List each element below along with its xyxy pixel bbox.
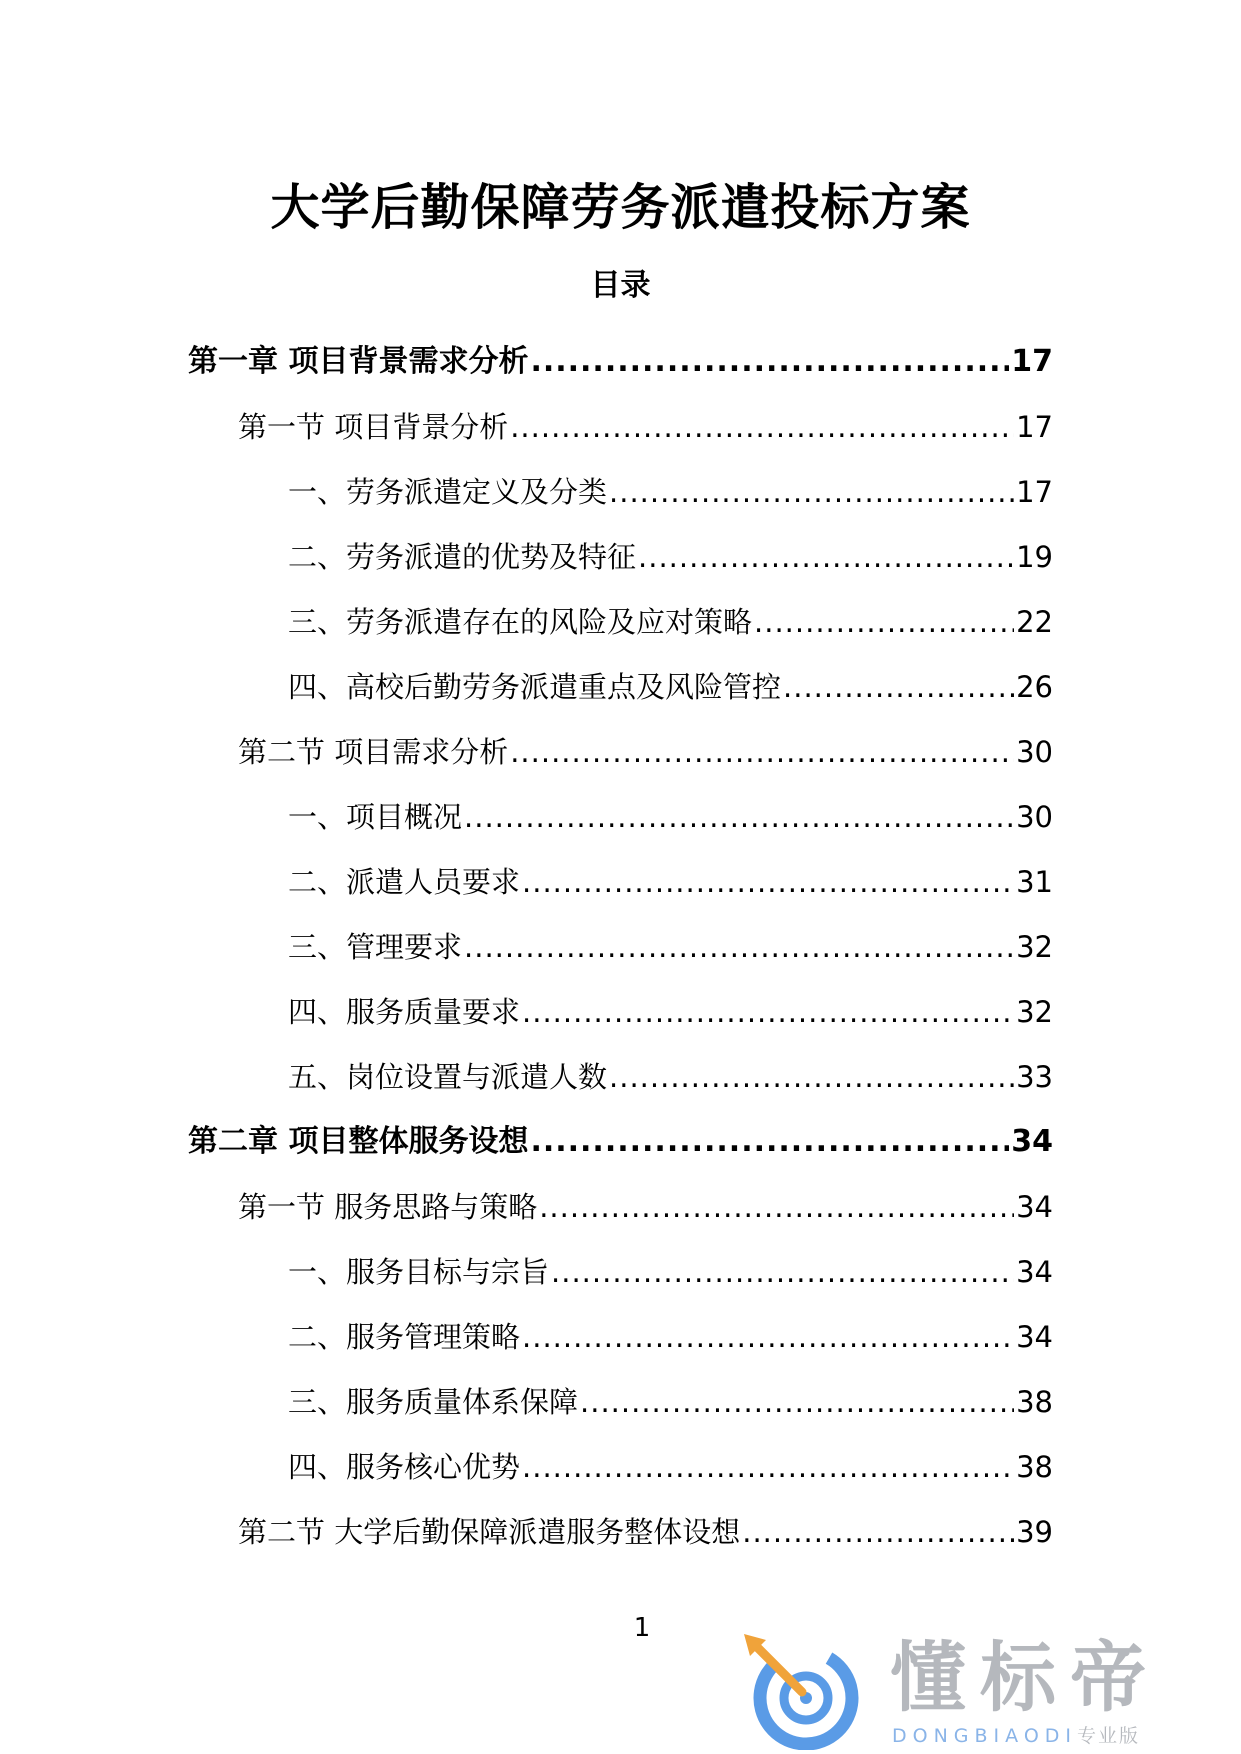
- toc-entry-page: 38: [1016, 1449, 1053, 1484]
- toc-dot-leader: [522, 992, 1014, 1032]
- toc-entry-page: 30: [1016, 799, 1053, 834]
- toc-dot-leader: [638, 537, 1014, 577]
- toc-dot-leader: [754, 602, 1014, 642]
- toc-entry-page: 33: [1016, 1059, 1053, 1094]
- toc-entry[interactable]: [188, 914, 1053, 979]
- toc-heading: 目录: [590, 268, 651, 303]
- toc-entry-title: 第二章 项目整体服务设想: [188, 1123, 529, 1159]
- toc-entry-page: 31: [1016, 864, 1053, 899]
- toc-entry-page: 39: [1016, 1514, 1053, 1549]
- toc-dot-leader: [539, 1187, 1014, 1227]
- watermark-edition: 专业版: [1077, 1725, 1141, 1747]
- toc-entry[interactable]: [188, 979, 1053, 1044]
- toc-dot-leader: [530, 1122, 1009, 1162]
- toc-entry[interactable]: [188, 849, 1053, 914]
- toc-entry-page: 34: [1016, 1189, 1053, 1224]
- toc-entry-page: 17: [1011, 343, 1053, 379]
- toc-entry-title: 四、高校后勤劳务派遣重点及风险管控: [288, 669, 782, 704]
- toc-dot-leader: [609, 1057, 1014, 1097]
- toc-dot-leader: [783, 667, 1014, 707]
- toc-entry-title: 第一节 服务思路与策略: [238, 1189, 538, 1224]
- toc-entry-page: 32: [1016, 929, 1053, 964]
- toc-entry-title: 三、服务质量体系保障: [288, 1384, 579, 1419]
- toc-entry-title: 三、管理要求: [288, 929, 463, 964]
- toc-entry-page: 17: [1016, 474, 1053, 509]
- table-of-contents: [188, 329, 1053, 1564]
- toc-entry-title: 五、岗位设置与派遣人数: [288, 1059, 608, 1094]
- toc-entry-title: 一、项目概况: [288, 799, 463, 834]
- toc-dot-leader: [522, 862, 1014, 902]
- toc-dot-leader: [510, 732, 1014, 772]
- toc-entry[interactable]: [188, 719, 1053, 784]
- toc-entry-title: 第二节 项目需求分析: [238, 734, 509, 769]
- target-arrow-icon: [740, 1632, 870, 1750]
- page-number: 1: [633, 1613, 651, 1643]
- toc-entry-page: 22: [1016, 604, 1053, 639]
- toc-entry-title: 第二节 大学后勤保障派遣服务整体设想: [238, 1514, 741, 1549]
- toc-entry[interactable]: [188, 329, 1053, 394]
- toc-entry[interactable]: [188, 1434, 1053, 1499]
- toc-entry-page: 19: [1016, 539, 1053, 574]
- toc-entry[interactable]: [188, 1369, 1053, 1434]
- toc-entry[interactable]: [188, 589, 1053, 654]
- toc-entry-page: 34: [1016, 1319, 1053, 1354]
- toc-entry-title: 一、服务目标与宗旨: [288, 1254, 550, 1289]
- toc-entry-page: 26: [1016, 669, 1053, 704]
- toc-entry-page: 30: [1016, 734, 1053, 769]
- toc-entry[interactable]: [188, 784, 1053, 849]
- toc-dot-leader: [609, 472, 1014, 512]
- toc-entry[interactable]: [188, 524, 1053, 589]
- toc-dot-leader: [551, 1252, 1014, 1292]
- toc-entry-title: 四、服务核心优势: [288, 1449, 521, 1484]
- toc-entry-page: 34: [1016, 1254, 1053, 1289]
- watermark-brand-name: 懂标帝: [890, 1633, 1160, 1722]
- toc-entry[interactable]: [188, 654, 1053, 719]
- toc-entry-title: 二、派遣人员要求: [288, 864, 521, 899]
- toc-dot-leader: [464, 927, 1014, 967]
- toc-entry-page: 38: [1016, 1384, 1053, 1419]
- toc-entry-title: 二、劳务派遣的优势及特征: [288, 539, 637, 574]
- toc-dot-leader: [522, 1447, 1014, 1487]
- toc-entry-title: 一、劳务派遣定义及分类: [288, 474, 608, 509]
- toc-entry[interactable]: [188, 459, 1053, 524]
- document-title: 大学后勤保障劳务派遣投标方案: [270, 179, 971, 236]
- brand-watermark: [740, 1632, 1220, 1750]
- watermark-subtitle: [892, 1724, 1140, 1748]
- toc-entry[interactable]: [188, 1499, 1053, 1564]
- toc-entry-page: 17: [1016, 409, 1053, 444]
- toc-entry[interactable]: [188, 1174, 1053, 1239]
- toc-dot-leader: [464, 797, 1014, 837]
- toc-entry-page: 34: [1011, 1123, 1053, 1159]
- toc-entry-title: 第一节 项目背景分析: [238, 409, 509, 444]
- toc-dot-leader: [530, 342, 1009, 382]
- toc-entry[interactable]: [188, 1239, 1053, 1304]
- toc-entry[interactable]: [188, 1044, 1053, 1109]
- toc-dot-leader: [510, 407, 1014, 447]
- toc-entry-title: 三、劳务派遣存在的风险及应对策略: [288, 604, 753, 639]
- toc-entry-title: 第一章 项目背景需求分析: [188, 343, 529, 379]
- toc-dot-leader: [742, 1512, 1014, 1552]
- toc-entry[interactable]: [188, 1304, 1053, 1369]
- watermark-pinyin: DONGBIAODI: [892, 1725, 1078, 1747]
- toc-entry-title: 二、服务管理策略: [288, 1319, 521, 1354]
- toc-dot-leader: [580, 1382, 1014, 1422]
- toc-entry[interactable]: [188, 394, 1053, 459]
- toc-entry[interactable]: [188, 1109, 1053, 1174]
- toc-entry-title: 四、服务质量要求: [288, 994, 521, 1029]
- toc-entry-page: 32: [1016, 994, 1053, 1029]
- toc-dot-leader: [522, 1317, 1014, 1357]
